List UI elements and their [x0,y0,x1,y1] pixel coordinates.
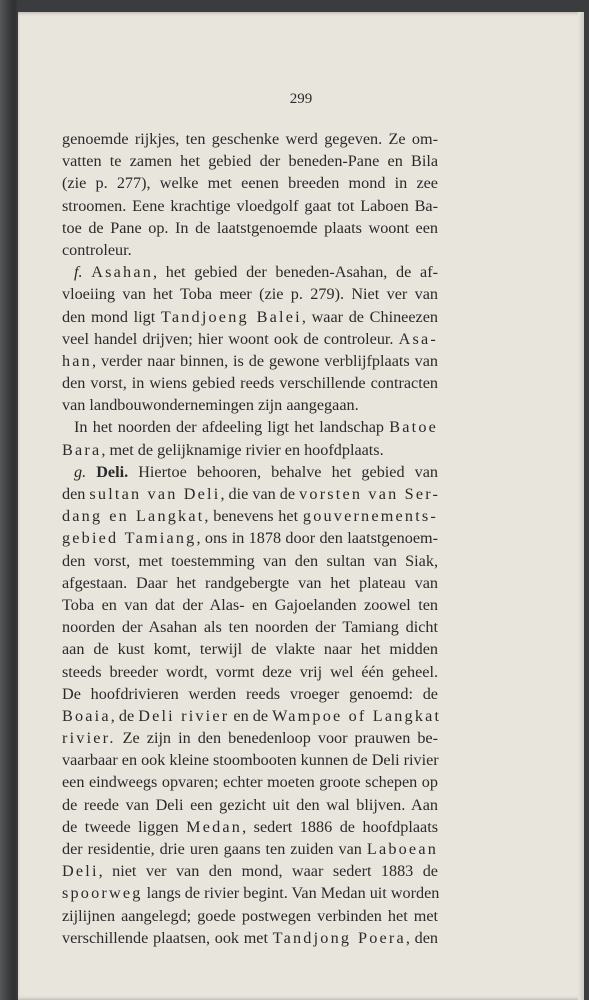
text-line [62,683,438,705]
text-segment: verschillende plaatsen, ook met [62,928,273,947]
text-segment: Deli rivier [138,706,230,725]
text-line [62,217,438,239]
text-segment: Deli [62,862,99,881]
text-segment: den [62,485,90,503]
text-segment: Batoe [389,418,438,437]
body-text [62,128,442,949]
text-line [62,505,438,527]
text-line [62,416,438,438]
text-line [62,616,438,638]
text-segment: toe de Pane op. In de laatstgenoemde plaats woont een [62,218,438,237]
text-segment: en de [229,706,273,725]
text-line [62,661,438,683]
text-segment: vorsten van Ser- [299,485,441,503]
text-segment: Tandjoeng Balei [160,307,302,326]
text-segment: , den [405,928,439,947]
text-segment: f. [74,263,83,282]
text-segment: Toba en van dat der Alas- en Gajoelanden zoowel ten [62,595,438,614]
text-line [62,550,438,572]
text-segment: van landbouwondernemingen zijn aangegaan. [62,396,359,415]
text-segment: Medan [186,817,243,836]
text-segment: , het gebied der beneden-Asahan, de af- [153,263,438,282]
text-segment: , benevens het [204,507,303,526]
text-segment: , ons in 1878 door den laatstgenoem- [196,529,438,548]
text-line [62,838,438,860]
text-segment: sultan van Deli [89,485,221,503]
text-segment: Asa- [398,329,438,348]
text-line [62,239,438,261]
text-segment: Hiertoe behooren, behalve het gebied van [128,462,438,481]
text-segment [86,463,96,481]
text-segment: , sedert 1886 de hoofdplaats [242,817,439,836]
text-segment: , waar de Chineezen [301,307,438,326]
text-segment: vaarbaar en ook kleine stoombooten kunnen de Deli rivier [62,751,439,770]
text-segment: , de [110,706,139,725]
text-line [62,638,438,660]
text-line [62,306,438,328]
text-segment: , niet ver van den mond, waar sedert 1883 de [98,862,438,881]
text-line [62,195,438,217]
text-line [62,483,441,505]
text-segment: han [62,351,92,370]
text-segment: een eindweegs opvaren; echter moeten groote schepen op [62,773,438,792]
text-line [62,905,438,927]
text-segment: der residentie, drie uren gaans ten zuiden van [62,840,367,858]
text-line [62,372,438,394]
text-segment: rivier. [62,729,116,748]
text-line [62,150,438,172]
book-page [18,12,584,1000]
text-segment: afgestaan. Daar het randgebergte van het plateau van [62,573,438,592]
text-segment: Tandjong Poera [272,928,406,947]
text-line [62,328,438,350]
text-line [62,394,438,416]
text-line [62,794,438,816]
text-segment: De hoofdrivieren werden reeds vroeger genoemd: de [62,684,438,703]
text-segment: aan de kust komt, terwijl de vlakte naar het midden [62,640,438,659]
text-segment: vloeiing van het Toba meer (zie p. 279). Niet ver van [62,285,438,304]
text-line [62,816,438,838]
text-segment: zijlijnen aangelegd; goede postwegen verbinden het met [62,906,438,925]
text-segment: g. [74,462,87,481]
text-segment: vatten te zamen het gebied der beneden-Pane en Bila [62,152,438,171]
text-segment: den vorst, met toestemming van den sultan van Siak, [62,551,438,570]
text-segment: de tweede liggen [62,817,187,836]
text-line [62,439,438,461]
text-line [62,283,438,305]
text-segment: de reede van Deli een gezicht uit den wal blijven. Aan [62,795,438,814]
text-line [62,860,438,882]
text-segment: Asahan [91,263,153,282]
text-line [62,705,442,727]
text-line [62,572,438,594]
text-segment [83,263,92,281]
text-segment: In het noorden der afdeeling ligt het landschap [74,418,390,437]
text-segment: Ze zijn in den benedenloop voor prauwen be- [115,729,438,748]
text-line [62,527,438,549]
text-segment: (zie p. 277), welke met eenen breeden mond in zee [62,174,438,193]
page-number: 299 [289,91,313,107]
text-segment: , met de gelijknamige rivier en hoofdplaats. [101,440,384,459]
text-line [62,128,438,150]
text-segment: den mond ligt [62,307,161,326]
text-segment: , verder naar binnen, is de gewone verblijfplaats van [91,351,438,370]
text-segment: Laboean [366,840,438,858]
text-segment: genoemde rijkjes, ten geschenke werd gegeven. Ze om- [62,130,438,148]
text-segment: , die van de [220,485,300,503]
text-segment: veel handel drijven; hier woont ook de controleur. [62,329,399,348]
text-line [62,727,438,749]
text-segment: steeds breeder wordt, vormt deze vrij wel één geheel. [62,662,438,681]
text-line [62,261,438,283]
page-edge [578,12,584,1000]
text-line [62,350,438,372]
text-segment: gebied Tamiang [62,529,197,548]
text-segment: spoorweg [62,884,143,903]
text-line [62,749,438,771]
text-segment: Boaia [62,706,111,725]
text-line [62,594,438,616]
text-segment: noorden der Asahan als ten noorden der Tamiang dicht [62,618,438,637]
text-line [62,882,438,904]
text-line [62,461,438,483]
text-segment: Deli. [96,462,129,481]
text-segment: controleur. [62,240,132,259]
text-line [62,927,438,949]
text-segment: den vorst, in wiens gebied reeds verschillende contracten [62,374,438,393]
text-line [62,172,438,194]
text-segment: stroomen. Eene krachtige vloedgolf gaat tot Laboen Ba- [62,196,438,215]
text-segment: Wampoe of Langkat [272,706,442,725]
text-line [62,771,438,793]
text-segment: dang en Langkat [62,507,205,526]
text-segment: Bara [62,440,102,459]
text-segment: gouvernements- [302,507,438,526]
text-segment: langs de rivier begint. Van Medan uit worden [142,884,440,903]
